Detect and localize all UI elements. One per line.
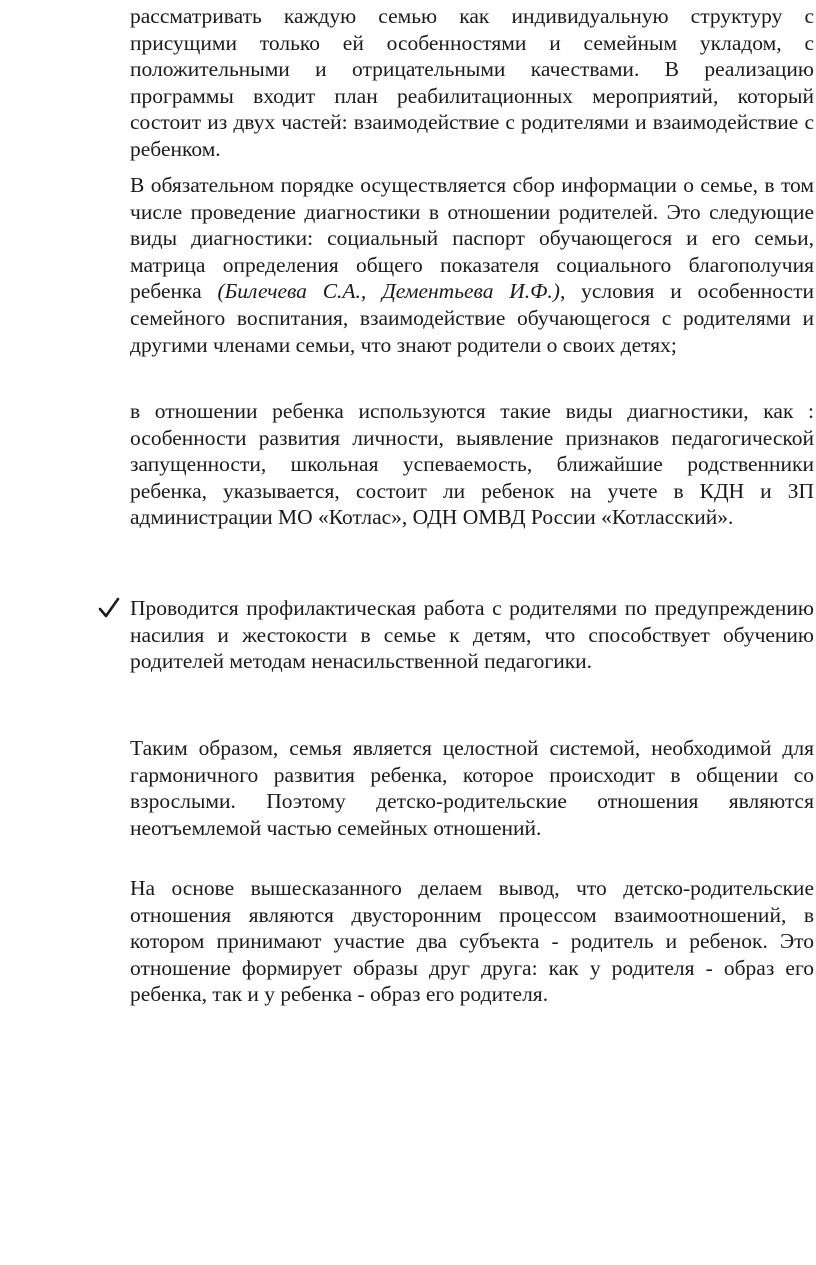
- paragraph-text-start: В обязательном порядке осуществляется сбор информации о семье, в том числе проведение диагностики в отношении родителей. Это следующие виды диагностики: социальный паспорт обучающегося и его семьи, матрица определения общего показателя социального благополучия ребенка: [130, 173, 814, 304]
- paragraph-conclusion-family-system: Таким образом, семья является целостной системой, необходимой для гармоничного развития ребенка, которое происходит в общении со взрослыми. Поэтому детско-родительские отношения являются неотъемлемой частью семейных отношений.: [130, 736, 814, 840]
- checkmark-icon: [98, 595, 120, 621]
- bullet-paragraph-prevention: Проводится профилактическая работа с родителями по предупреждению насилия и жестокости в семье к детям, что способствует обучению родителей методам ненасильственной педагогики.: [130, 596, 814, 674]
- paragraph-information-collection: [130, 172, 814, 358]
- paragraph-child-diagnostics: в отношении ребенка используются такие виды диагностики, как : особенности развития личности, выявление признаков педагогической запущенности, школьная успеваемость, ближайшие родственники ребенка, указывается, состоит ли ребенок на учете в КДН и ЗП администрации МО «Котлас», ОДН ОМВД России «Котласский».: [130, 399, 814, 530]
- paragraph-text-end: , условия и особенности семейного воспитания, взаимодействие обучающегося с родителями и другими членами семьи, что знают родители о своих детях;: [130, 279, 814, 357]
- paragraph-conclusion-relationships: На основе вышесказанного делаем вывод, что детско-родительские отношения являются двусторонним процессом взаимоотношений, в котором принимают участие два субъекта - родитель и ребенок. Это отношение формирует образы друг друга: как у родителя - образ его ребенка, так и у ребенка - образ его родителя.: [130, 876, 814, 1007]
- paragraph-family-structure: рассматривать каждую семью как индивидуальную структуру с присущими только ей особенностями и семейным укладом, с положительными и отрицательными качествами. В реализацию программы входит план реабилитационных мероприятий, который состоит из двух частей: взаимодействие с родителями и взаимодействие с ребенком.: [130, 4, 814, 161]
- citation-authors: (Билечева С.А., Дементьева И.Ф.): [217, 279, 560, 304]
